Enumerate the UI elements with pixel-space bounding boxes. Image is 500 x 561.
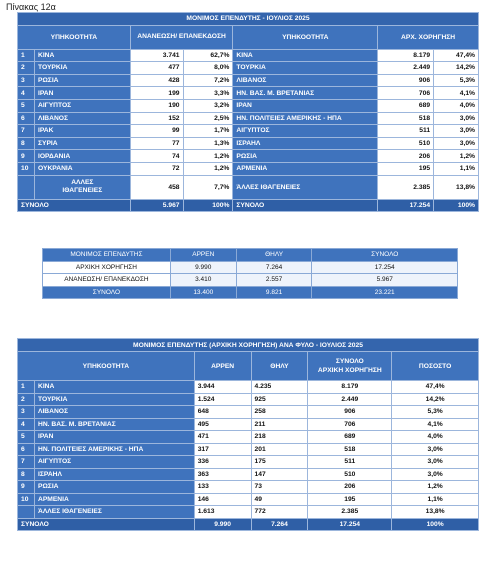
row-number: 8 xyxy=(18,137,35,150)
cell-percent: 1,2% xyxy=(392,481,479,494)
table-row xyxy=(18,74,479,87)
cell-value: 1.524 xyxy=(194,393,251,406)
cell-value: 477 xyxy=(130,62,183,75)
cell-percent: 4,0% xyxy=(434,99,479,112)
table-row xyxy=(18,49,479,62)
country-name: ΗΝ. ΒΑΣ. Μ. ΒΡΕΤΑΝΙΑΣ xyxy=(233,87,378,100)
investor-gender-summary-table xyxy=(42,248,458,299)
table-row xyxy=(18,137,479,150)
cell-value: 195 xyxy=(308,493,392,506)
total-label: ΣΥΝΟΛΟ xyxy=(233,199,378,212)
total-value: 13.400 xyxy=(170,286,236,299)
cell-value: 190 xyxy=(130,99,183,112)
cell-percent: 47,4% xyxy=(434,49,479,62)
column-header: ΥΠΗΚΟΟΤΗΤΑ xyxy=(18,25,131,49)
others-label: ΆΛΛΕΣ ΙΘΑΓΕΝΕΙΕΣ xyxy=(34,506,194,519)
row-number: 6 xyxy=(18,112,35,125)
others-label: ΆΛΛΕΣ ΙΘΑΓΕΝΕΙΕΣ xyxy=(233,175,378,199)
country-name: ΟΥΚΡΑΝΙΑ xyxy=(34,162,130,175)
cell-value: 74 xyxy=(130,150,183,163)
cell-percent: 3,0% xyxy=(434,137,479,150)
cell-percent: 47,4% xyxy=(392,381,479,394)
country-name: ΑΙΓΥΠΤΟΣ xyxy=(34,99,130,112)
cell-percent: 13,8% xyxy=(392,506,479,519)
cell-value: 211 xyxy=(251,418,308,431)
cell-value: 518 xyxy=(378,112,434,125)
country-name: ΗΝ. ΠΟΛΙΤΕΙΕΣ ΑΜΕΡΙΚΗΣ - ΗΠΑ xyxy=(34,443,194,456)
column-header: ΣΥΝΟΛΟ ΑΡΧΙΚΗ ΧΟΡΗΓΗΣΗ xyxy=(308,352,392,381)
cell-percent: 7,7% xyxy=(183,175,233,199)
table-row xyxy=(18,393,479,406)
table-row xyxy=(18,99,479,112)
cell-percent: 3,0% xyxy=(392,456,479,469)
country-name: ΤΟΥΡΚΙΑ xyxy=(34,62,130,75)
cell-percent: 3,3% xyxy=(183,87,233,100)
country-name: ΛΙΒΑΝΟΣ xyxy=(34,406,194,419)
cell-percent: 4,1% xyxy=(434,87,479,100)
total-value: 9.990 xyxy=(194,518,251,531)
cell-percent: 1,2% xyxy=(434,150,479,163)
row-number: 1 xyxy=(18,381,35,394)
cell-value: 518 xyxy=(308,443,392,456)
cell-value: 471 xyxy=(194,431,251,444)
cell-value: 495 xyxy=(194,418,251,431)
cell-value: 77 xyxy=(130,137,183,150)
column-header: ΥΠΗΚΟΟΤΗΤΑ xyxy=(233,25,378,49)
table-caption: Πίνακας 12α xyxy=(6,2,56,12)
cell-value: 428 xyxy=(130,74,183,87)
total-value: 17.254 xyxy=(378,199,434,212)
cell-value: 510 xyxy=(308,468,392,481)
table-row xyxy=(18,481,479,494)
cell-value: 218 xyxy=(251,431,308,444)
column-header: ΠΟΣΟΣΤΟ xyxy=(392,352,479,381)
cell-value: 146 xyxy=(194,493,251,506)
row-number: 10 xyxy=(18,162,35,175)
cell-value: 201 xyxy=(251,443,308,456)
table-row xyxy=(18,150,479,163)
country-name: ΛΙΒΑΝΟΣ xyxy=(233,74,378,87)
country-name: ΙΣΡΑΗΛ xyxy=(34,468,194,481)
total-value: 9.821 xyxy=(236,286,312,299)
total-label: ΣΥΝΟΛΟ xyxy=(43,286,171,299)
cell-value: 3.741 xyxy=(130,49,183,62)
total-value: 23.221 xyxy=(312,286,458,299)
column-header: ΣΥΝΟΛΟ xyxy=(312,249,458,262)
cell-value: 7.264 xyxy=(236,261,312,274)
table-row xyxy=(18,468,479,481)
country-name: ΙΡΑΝ xyxy=(34,431,194,444)
row-number: 7 xyxy=(18,125,35,138)
cell-percent: 13,8% xyxy=(434,175,479,199)
country-name: ΣΥΡΙΑ xyxy=(34,137,130,150)
cell-value: 9.990 xyxy=(170,261,236,274)
country-name: ΚΙΝΑ xyxy=(34,49,130,62)
row-number: 8 xyxy=(18,468,35,481)
country-name: ΚΙΝΑ xyxy=(34,381,194,394)
row-number: 1 xyxy=(18,49,35,62)
country-name: ΑΙΓΥΠΤΟΣ xyxy=(233,125,378,138)
country-name: ΡΩΣΙΑ xyxy=(34,74,130,87)
table-row xyxy=(18,162,479,175)
cell-value: 49 xyxy=(251,493,308,506)
table-row xyxy=(18,87,479,100)
country-name: ΡΩΣΙΑ xyxy=(34,481,194,494)
cell-value: 2.385 xyxy=(308,506,392,519)
column-header: ΥΠΗΚΟΟΤΗΤΑ xyxy=(18,352,195,381)
total-value: 7.264 xyxy=(251,518,308,531)
row-number: 4 xyxy=(18,418,35,431)
cell-percent: 3,0% xyxy=(392,443,479,456)
table-row xyxy=(18,112,479,125)
country-name: ΑΙΓΥΠΤΟΣ xyxy=(34,456,194,469)
row-number: 4 xyxy=(18,87,35,100)
cell-value: 363 xyxy=(194,468,251,481)
row-number: 6 xyxy=(18,443,35,456)
table-row xyxy=(18,443,479,456)
country-name: ΑΡΜΕΝΙΑ xyxy=(233,162,378,175)
row-number: 5 xyxy=(18,99,35,112)
country-name: ΤΟΥΡΚΙΑ xyxy=(233,62,378,75)
cell-value: 72 xyxy=(130,162,183,175)
table-row xyxy=(18,381,479,394)
country-name: ΙΟΡΔΑΝΙΑ xyxy=(34,150,130,163)
cell-value: 1.613 xyxy=(194,506,251,519)
country-name: ΙΣΡΑΗΛ xyxy=(233,137,378,150)
cell-percent: 14,2% xyxy=(392,393,479,406)
cell-percent: 14,2% xyxy=(434,62,479,75)
row-number: 9 xyxy=(18,481,35,494)
cell-value: 3.410 xyxy=(170,274,236,287)
table-row xyxy=(18,431,479,444)
cell-value: 4.235 xyxy=(251,381,308,394)
cell-value: 2.449 xyxy=(308,393,392,406)
cell-percent: 3,0% xyxy=(434,125,479,138)
cell-percent: 3,0% xyxy=(392,468,479,481)
column-header: ΑΡΡΕΝ xyxy=(194,352,251,381)
cell-value: 906 xyxy=(308,406,392,419)
column-header: ΜΟΝΙΜΟΣ ΕΠΕΝΔΥΤΗΣ xyxy=(43,249,171,262)
total-percent: 100% xyxy=(434,199,479,212)
cell-value: 73 xyxy=(251,481,308,494)
cell-percent: 1,3% xyxy=(183,137,233,150)
cell-value: 317 xyxy=(194,443,251,456)
table-row xyxy=(18,456,479,469)
country-name: ΗΝ. ΒΑΣ. Μ. ΒΡΕΤΑΝΙΑΣ xyxy=(34,418,194,431)
cell-percent: 1,2% xyxy=(183,150,233,163)
cell-value: 195 xyxy=(378,162,434,175)
cell-value: 147 xyxy=(251,468,308,481)
column-header: ΘΗΛΥ xyxy=(251,352,308,381)
cell-value: 510 xyxy=(378,137,434,150)
cell-value: 206 xyxy=(378,150,434,163)
cell-value: 706 xyxy=(308,418,392,431)
cell-value: 17.254 xyxy=(312,261,458,274)
cell-percent: 1,1% xyxy=(434,162,479,175)
cell-value: 336 xyxy=(194,456,251,469)
cell-percent: 5,3% xyxy=(434,74,479,87)
cell-value: 152 xyxy=(130,112,183,125)
cell-value: 99 xyxy=(130,125,183,138)
table-row xyxy=(18,493,479,506)
row-label: ΑΡΧΙΚΗ ΧΟΡΗΓΗΣΗ xyxy=(43,261,171,274)
cell-value: 458 xyxy=(130,175,183,199)
cell-value: 206 xyxy=(308,481,392,494)
total-label: ΣΥΝΟΛΟ xyxy=(18,518,195,531)
cell-value: 689 xyxy=(308,431,392,444)
cell-value: 199 xyxy=(130,87,183,100)
total-value: 17.254 xyxy=(308,518,392,531)
column-header: ΘΗΛΥ xyxy=(236,249,312,262)
column-header: ΑΡΡΕΝ xyxy=(170,249,236,262)
cell-value: 258 xyxy=(251,406,308,419)
total-percent: 100% xyxy=(392,518,479,531)
initial-grant-by-gender-table xyxy=(17,338,479,531)
table-title: ΜΟΝΙΜΟΣ ΕΠΕΝΔΥΤΗΣ (ΑΡΧΙΚΗ ΧΟΡΗΓΗΣΗ) ΑΝΑ ΦΥΛΟ - ΙΟΥΛΙΟΣ 2025 xyxy=(18,339,479,352)
row-number: 9 xyxy=(18,150,35,163)
cell-value: 906 xyxy=(378,74,434,87)
row-number: 2 xyxy=(18,62,35,75)
cell-percent: 1,1% xyxy=(392,493,479,506)
cell-value: 175 xyxy=(251,456,308,469)
country-name: ΗΝ. ΠΟΛΙΤΕΙΕΣ ΑΜΕΡΙΚΗΣ - ΗΠΑ xyxy=(233,112,378,125)
row-number: 3 xyxy=(18,74,35,87)
cell-percent: 4,0% xyxy=(392,431,479,444)
table-row xyxy=(18,418,479,431)
row-number: 5 xyxy=(18,431,35,444)
row-label: ΑΝΑΝΕΩΣΗ/ ΕΠΑΝΕΚΔΟΣΗ xyxy=(43,274,171,287)
column-header: ΑΝΑΝΕΩΣΗ/ ΕΠΑΝΕΚΔΟΣΗ xyxy=(130,25,233,49)
cell-value: 648 xyxy=(194,406,251,419)
country-name: ΤΟΥΡΚΙΑ xyxy=(34,393,194,406)
country-name: ΙΡΑΝ xyxy=(233,99,378,112)
cell-percent: 1,7% xyxy=(183,125,233,138)
cell-value: 2.449 xyxy=(378,62,434,75)
row-number: 2 xyxy=(18,393,35,406)
cell-value: 8.179 xyxy=(378,49,434,62)
cell-percent: 2,5% xyxy=(183,112,233,125)
table-title: ΜΟΝΙΜΟΣ ΕΠΕΝΔΥΤΗΣ - ΙΟΥΛΙΟΣ 2025 xyxy=(18,13,479,26)
cell-value: 133 xyxy=(194,481,251,494)
cell-value: 706 xyxy=(378,87,434,100)
total-value: 5.967 xyxy=(130,199,183,212)
total-label: ΣΥΝΟΛΟ xyxy=(18,199,131,212)
cell-percent: 7,2% xyxy=(183,74,233,87)
cell-percent: 3,2% xyxy=(183,99,233,112)
row-number: 7 xyxy=(18,456,35,469)
cell-value: 772 xyxy=(251,506,308,519)
column-header: ΑΡΧ. ΧΟΡΗΓΗΣΗ xyxy=(378,25,479,49)
cell-percent: 8,0% xyxy=(183,62,233,75)
row-number: 10 xyxy=(18,493,35,506)
table-row xyxy=(18,406,479,419)
cell-value: 8.179 xyxy=(308,381,392,394)
cell-value: 3.944 xyxy=(194,381,251,394)
cell-percent: 4,1% xyxy=(392,418,479,431)
permanent-investor-july-table xyxy=(17,12,479,212)
cell-value: 5.967 xyxy=(312,274,458,287)
others-label: ΑΛΛΕΣ ΙΘΑΓΕΝΕΙΕΣ xyxy=(34,175,130,199)
cell-value: 511 xyxy=(308,456,392,469)
cell-value: 925 xyxy=(251,393,308,406)
cell-percent: 1,2% xyxy=(183,162,233,175)
cell-value: 689 xyxy=(378,99,434,112)
cell-value: 2.385 xyxy=(378,175,434,199)
total-percent: 100% xyxy=(183,199,233,212)
country-name: ΡΩΣΙΑ xyxy=(233,150,378,163)
cell-value: 511 xyxy=(378,125,434,138)
table-row xyxy=(18,62,479,75)
row-number: 3 xyxy=(18,406,35,419)
cell-value: 2.557 xyxy=(236,274,312,287)
country-name: ΙΡΑΝ xyxy=(34,87,130,100)
cell-percent: 3,0% xyxy=(434,112,479,125)
cell-percent: 5,3% xyxy=(392,406,479,419)
country-name: ΙΡΑΚ xyxy=(34,125,130,138)
country-name: ΚΙΝΑ xyxy=(233,49,378,62)
country-name: ΛΙΒΑΝΟΣ xyxy=(34,112,130,125)
country-name: ΑΡΜΕΝΙΑ xyxy=(34,493,194,506)
cell-percent: 62,7% xyxy=(183,49,233,62)
table-row xyxy=(18,125,479,138)
